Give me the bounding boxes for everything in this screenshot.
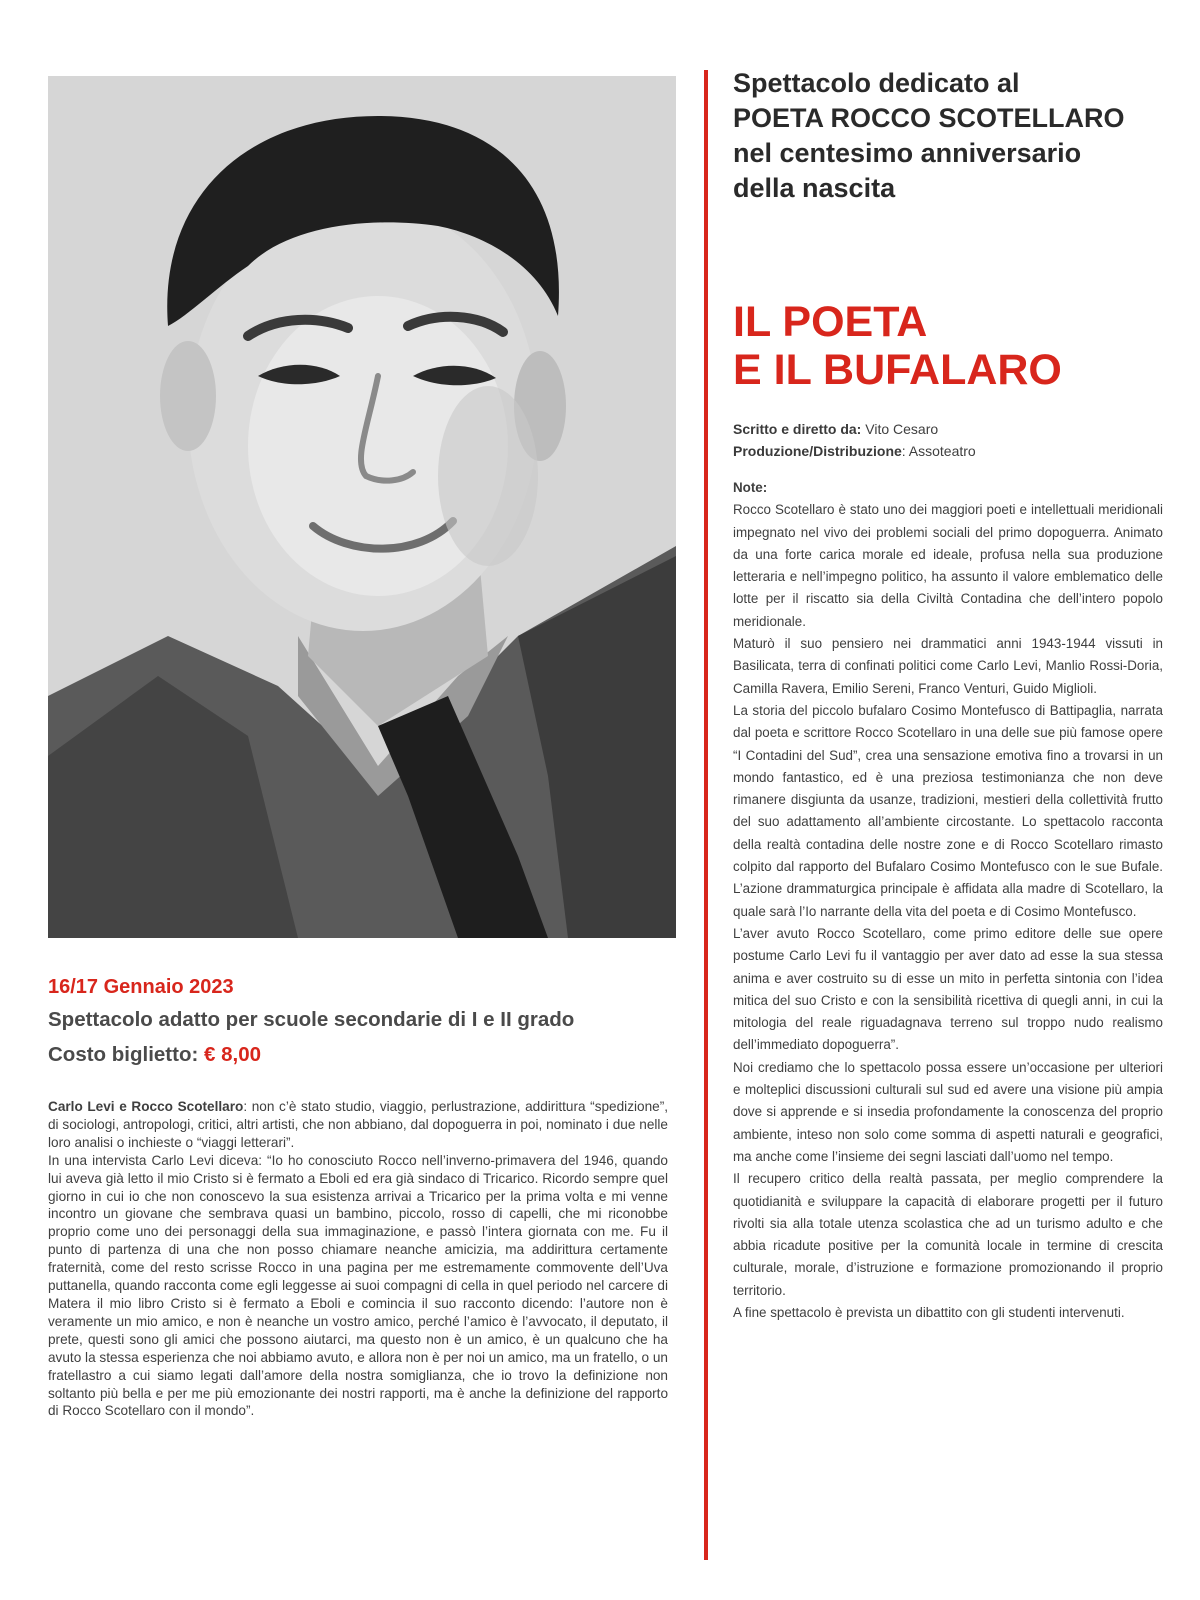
portrait-illustration bbox=[48, 76, 676, 938]
audience-info: Spettacolo adatto per scuole secondarie di I e II grado bbox=[48, 1008, 575, 1031]
notes-paragraph: Il recupero critico della realtà passata, per meglio comprendere la quotidianità e sviluppare la capacità di elaborare progetti per il futuro rivolti sia alla totale utenza scolastica che ad un turismo adulto e che abbia ricadute positive per la comunità locale in termine di crescita culturale, morale, d’istruzione e formazione promozionando il proprio territorio. bbox=[733, 1171, 1163, 1298]
left-ear bbox=[160, 341, 216, 451]
dedication-heading bbox=[733, 66, 1183, 206]
notes-paragraph: L’aver avuto Rocco Scotellaro, come primo editore delle sue opere postume Carlo Levi fu il vantaggio per aver dato ad esse la sua stessa anima e aver costruito su di esse un mito in perfetta sintonia con l’idea mitica del suo Cristo e con la sensibilità ricettiva di quegli anni, in cui la mitologia del reale riguadagnava terreno sul troppo nudo realismo dell’immediato dopoguerra”. bbox=[733, 925, 1163, 1053]
title-line: IL POETA bbox=[733, 298, 928, 346]
credit-label: Produzione/Distribuzione bbox=[733, 443, 902, 459]
credit-value: : Assoteatro bbox=[901, 443, 976, 459]
credits bbox=[733, 418, 976, 462]
paragraph-text: : non c’è stato studio, viaggio, perlustrazione, addirittura “spedizione”, di sociologi, antropologi, critici, altri artisti, che non abbiano, dal dopoguerra in poi, nominato i due nelle loro analisi o inchieste o “viaggi letterari”. bbox=[48, 1099, 668, 1150]
notes-paragraph: Maturò il suo pensiero nei drammatici anni 1943-1944 vissuti in Basilicata, terra di confinati politici come Carlo Levi, Manlio Rossi-Doria, Camilla Ravera, Emilio Sereni, Franco Venturi, Guido Miglioli. bbox=[733, 636, 1163, 696]
dedication-line: Spettacolo dedicato al bbox=[733, 68, 1020, 98]
cost-value: € 8,00 bbox=[204, 1043, 262, 1066]
levi-scotellaro-text bbox=[48, 1098, 668, 1420]
dedication-line: nel centesimo anniversario bbox=[733, 138, 1082, 168]
title-line: E IL BUFALARO bbox=[733, 346, 1062, 394]
dedication-line: della nascita bbox=[733, 173, 896, 203]
notes-section bbox=[733, 477, 1163, 1324]
written-directed-by bbox=[733, 418, 976, 440]
notes-paragraph: Noi crediamo che lo spettacolo possa essere un’occasione per ulteriori e molteplici discussioni culturali sul sud ed avere una visione più ampia dove si apprende e si insedia profondamente la conoscenza del proprio ambiente, inteso non solo come somma di aspetti naturali e geografici, ma anche come l’insieme dei segni lasciati dall’uomo nel tempo. bbox=[733, 1059, 1163, 1164]
credit-value: Vito Cesaro bbox=[861, 421, 939, 437]
notes-paragraph: La storia del piccolo bufalaro Cosimo Montefusco di Battipaglia, narrata dal poeta e scrittore Rocco Scotellaro in una delle sue più famose opere “I Contadini del Sud”, crea una sensazione emotiva fino a trovarsi in un mondo fantastico, ed è una preziosa testimonianza che non deve rimanere disgiunta da usanze, tradizioni, mestieri della collettività frutto del suo adattamento all’ambiente circostante. Lo spettacolo racconta della realtà contadina delle nostre zone e di Rocco Scotellaro rimasto colpito dal rapporto del Bufalaro Cosimo Montefusco con le sue Bufale. L’azione drammaturgica principale è affidata alla madre di Scotellaro, la quale sarà l’Io narrante della vita del poeta e di Cosimo Montefusco. bbox=[733, 702, 1163, 919]
paragraph-lead: Carlo Levi e Rocco Scotellaro bbox=[48, 1099, 244, 1114]
cost-label: Costo biglietto: bbox=[48, 1043, 199, 1066]
notes-label: Note: bbox=[733, 480, 768, 495]
credit-label: Scritto e diretto da: bbox=[733, 421, 862, 437]
cheek-shadow bbox=[438, 386, 538, 566]
red-divider bbox=[704, 70, 708, 1560]
production-distribution bbox=[733, 440, 976, 462]
portrait-photo bbox=[48, 76, 676, 938]
paragraph bbox=[48, 1098, 668, 1152]
show-title bbox=[733, 298, 1183, 394]
notes-paragraph: Rocco Scotellaro è stato uno dei maggiori poeti e intellettuali meridionali impegnato nel vivo dei problemi sociali del primo dopoguerra. Animato da una forte carica morale ed ideale, profusa nella sua produzione letteraria e nell’impegno politico, ha assunto il valore emblematico delle lotte per il riscatto sia della Civiltà Contadina che dell’intero popolo meridionale. bbox=[733, 502, 1163, 629]
notes-paragraph: A fine spettacolo è prevista un dibattito con gli studenti intervenuti. bbox=[733, 1304, 1125, 1320]
ticket-cost bbox=[48, 1043, 261, 1067]
paragraph: In una intervista Carlo Levi diceva: “Io ho conosciuto Rocco nell’inverno-primavera del 1946, quando lui aveva già letto il mio Cristo si è fermato a Eboli ed era già sindaco di Tricarico. Ricordo sempre quel giorno in cui io che non conoscevo la sua esistenza arrivai a Tricarico per la prima volta e mi venne incontro un giovane che sembrava quasi un bambino, piccolo, rosso di capelli, che mi riconobbe proprio come uno dei personaggi della sua immaginazione, e passò l’intera giornata con me. Fu il punto di partenza di una che non posso chiamare neanche amicizia, ma addirittura certamente fraternità, come del resto scrisse Rocco in una pagina per me estremamente commovente dell’Uva puttanella, quando racconta come egli leggesse ai suoi compagni di cella in quel periodo nel carcere di Matera il mio libro Cristo si è fermato a Eboli e comincia il suo racconto dicendo: l’autore non è veramente un mio amico, e non è neanche un vostro amico, perché l’amico è l’avvocato, il deputato, il prete, questi sono gli amici che possono aiutarci, ma questo non è un amico, è un qualcuno che ha avuto la stessa esperienza che noi abbiamo avuto, e allora non è per noi un amico, ma un fratello, o un fratellastro a cui siamo legati dall’amore della nostra somiglianza, che io trovo la definizione non soltanto più bella e per me più emozionante dei nostri rapporti, ma è anche la definizione del rapporto di Rocco Scotellaro con il mondo”. bbox=[48, 1152, 668, 1419]
dedication-line: POETA ROCCO SCOTELLARO bbox=[733, 103, 1125, 133]
event-date: 16/17 Gennaio 2023 bbox=[48, 976, 234, 998]
